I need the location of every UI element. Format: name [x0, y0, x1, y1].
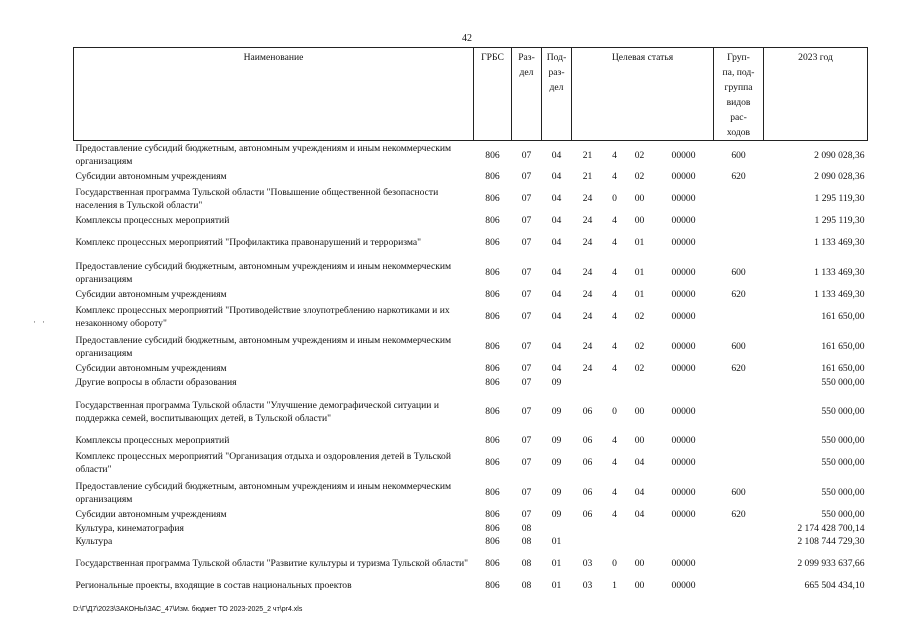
row-razdel: 08	[521, 522, 532, 534]
row-amount: 1 133 469,30	[814, 267, 865, 279]
row-target-event	[626, 377, 654, 391]
row-expense-group	[714, 229, 764, 259]
row-target-program: 03	[582, 558, 593, 570]
row-expense-group: 620	[731, 289, 746, 301]
row-razdel: 07	[521, 435, 532, 447]
row-razdel: 08	[521, 558, 532, 570]
row-amount: 1 295 119,30	[814, 215, 865, 227]
row-amount: 550 000,00	[821, 377, 865, 389]
row-amount: 550 000,00	[821, 435, 865, 447]
row-expense-group	[714, 377, 764, 391]
row-grbs: 806	[485, 580, 500, 592]
row-target-program: 21	[582, 171, 593, 183]
row-target-program: 06	[582, 487, 593, 499]
row-target-type	[604, 377, 626, 391]
table-row	[74, 363, 868, 377]
row-grbs: 806	[485, 311, 500, 323]
row-amount: 2 099 933 637,66	[797, 558, 865, 570]
row-amount: 1 295 119,30	[814, 193, 865, 205]
row-target-event: 02	[634, 171, 645, 183]
row-target-direction: 00000	[671, 267, 696, 279]
row-name: Культура, кинематография	[75, 522, 184, 534]
row-amount: 2 090 028,36	[814, 171, 865, 183]
row-podrazdel: 04	[551, 363, 562, 375]
row-grbs: 806	[485, 487, 500, 499]
row-razdel: 07	[521, 341, 532, 353]
row-target-program: 24	[582, 267, 593, 279]
row-name: Государственная программа Тульской области "Развитие культуры и туризма Тульской области"	[75, 558, 469, 570]
row-target-direction: 00000	[671, 487, 696, 499]
row-podrazdel: 04	[551, 171, 562, 183]
row-podrazdel: 04	[551, 341, 562, 353]
row-razdel: 07	[521, 267, 532, 279]
table-header-row	[74, 48, 868, 141]
row-amount: 550 000,00	[821, 457, 865, 469]
scan-specks: ··	[33, 317, 51, 327]
row-name: Субсидии автономным учреждениям	[75, 509, 227, 521]
row-target-direction: 00000	[671, 289, 696, 301]
row-name: Субсидии автономным учреждениям	[75, 289, 227, 301]
table-row	[74, 479, 868, 509]
table-row	[74, 523, 868, 536]
row-target-program: 06	[582, 435, 593, 447]
row-target-type: 4	[612, 509, 617, 521]
row-razdel: 07	[521, 406, 532, 418]
row-podrazdel: 09	[551, 435, 562, 447]
row-target-type: 4	[612, 215, 617, 227]
row-target-program: 24	[582, 237, 593, 249]
row-razdel: 07	[521, 487, 532, 499]
row-target-type: 4	[612, 171, 617, 183]
row-target-direction: 00000	[671, 406, 696, 418]
row-razdel: 07	[521, 457, 532, 469]
table-row	[74, 435, 868, 449]
table-row	[74, 215, 868, 229]
row-name: Другие вопросы в области образования	[75, 377, 237, 389]
row-razdel: 08	[521, 536, 532, 548]
row-target-direction: 00000	[671, 435, 696, 447]
row-name: Предоставление субсидий бюджетным, автономным учреждениям и иным некоммерческим организациям	[75, 335, 452, 359]
row-grbs: 806	[485, 289, 500, 301]
row-grbs: 806	[485, 558, 500, 570]
row-podrazdel: 04	[551, 149, 562, 161]
row-amount: 550 000,00	[821, 487, 865, 499]
table-row	[74, 141, 868, 171]
row-expense-group	[714, 580, 764, 594]
row-podrazdel: 09	[551, 377, 562, 389]
row-target-program: 24	[582, 215, 593, 227]
row-target-type: 4	[612, 311, 617, 323]
row-expense-group: 600	[731, 341, 746, 353]
row-target-event: 00	[634, 435, 645, 447]
row-name: Комплексы процессных мероприятий	[75, 435, 230, 447]
row-expense-group: 600	[731, 487, 746, 499]
row-target-program: 06	[582, 457, 593, 469]
row-target-event: 04	[634, 509, 645, 521]
row-expense-group	[714, 435, 764, 449]
row-target-direction	[654, 523, 714, 536]
row-podrazdel: 09	[551, 457, 562, 469]
row-target-direction: 00000	[671, 457, 696, 469]
row-grbs: 806	[485, 341, 500, 353]
row-target-event: 02	[634, 341, 645, 353]
row-amount: 665 504 434,10	[804, 580, 865, 592]
row-expense-group: 600	[731, 149, 746, 161]
table-row	[74, 509, 868, 523]
table-row	[74, 449, 868, 479]
row-expense-group	[714, 391, 764, 435]
row-amount: 1 133 469,30	[814, 289, 865, 301]
row-razdel: 07	[521, 171, 532, 183]
row-name: Предоставление субсидий бюджетным, автономным учреждениям и иным некоммерческим организациям	[75, 143, 452, 167]
row-name: Комплекс процессных мероприятий "Противодействие злоупотреблению наркотиками и их незаконному обороту"	[75, 305, 450, 329]
row-amount: 550 000,00	[821, 406, 865, 418]
table-row	[74, 259, 868, 289]
row-expense-group	[714, 550, 764, 580]
row-target-program: 24	[582, 363, 593, 375]
header-grbs: ГРБС	[474, 48, 512, 141]
row-expense-group	[714, 523, 764, 536]
table-row	[74, 185, 868, 215]
row-target-type: 4	[612, 341, 617, 353]
row-target-type: 4	[612, 457, 617, 469]
row-target-program: 24	[582, 311, 593, 323]
row-target-type: 4	[612, 487, 617, 499]
row-target-program	[572, 536, 604, 550]
row-name: Культура	[75, 536, 113, 548]
row-target-event: 01	[634, 289, 645, 301]
row-grbs: 806	[485, 406, 500, 418]
row-name: Комплекс процессных мероприятий "Организация отдыха и оздоровления детей в Тульской области"	[75, 451, 451, 475]
table-row	[74, 550, 868, 580]
row-amount: 161 650,00	[821, 341, 865, 353]
row-target-program: 21	[582, 149, 593, 161]
row-amount: 2 174 428 700,14	[797, 522, 865, 534]
row-podrazdel: 04	[551, 237, 562, 249]
header-podrazdel: Под- раз- дел	[542, 48, 572, 141]
row-expense-group: 620	[731, 509, 746, 521]
row-razdel: 07	[521, 215, 532, 227]
row-name: Субсидии автономным учреждениям	[75, 171, 227, 183]
row-grbs: 806	[485, 193, 500, 205]
row-name: Комплексы процессных мероприятий	[75, 215, 230, 227]
row-name: Государственная программа Тульской области "Повышение общественной безопасности населения в Тульской области"	[75, 187, 439, 211]
row-expense-group: 620	[731, 171, 746, 183]
row-razdel: 07	[521, 193, 532, 205]
row-target-program	[572, 523, 604, 536]
row-name: Комплекс процессных мероприятий "Профилактика правонарушений и терроризма"	[75, 237, 422, 249]
row-target-direction: 00000	[671, 215, 696, 227]
row-target-program	[572, 377, 604, 391]
row-target-program: 06	[582, 406, 593, 418]
row-target-type: 0	[612, 193, 617, 205]
row-target-type: 0	[612, 558, 617, 570]
table-row	[74, 303, 868, 333]
row-podrazdel: 04	[551, 289, 562, 301]
header-year: 2023 год	[764, 48, 868, 141]
row-target-event: 00	[634, 558, 645, 570]
page-number: 42	[462, 33, 472, 44]
row-podrazdel: 09	[551, 487, 562, 499]
row-razdel: 07	[521, 363, 532, 375]
row-target-direction	[654, 536, 714, 550]
row-podrazdel: 04	[551, 193, 562, 205]
table-row	[74, 171, 868, 185]
row-grbs: 806	[485, 435, 500, 447]
row-target-event: 00	[634, 406, 645, 418]
row-target-type: 4	[612, 149, 617, 161]
row-target-direction: 00000	[671, 580, 696, 592]
row-target-direction: 00000	[671, 193, 696, 205]
row-razdel: 07	[521, 509, 532, 521]
row-grbs: 806	[485, 267, 500, 279]
table-row	[74, 289, 868, 303]
row-amount: 550 000,00	[821, 509, 865, 521]
row-target-program: 24	[582, 341, 593, 353]
row-podrazdel: 04	[551, 215, 562, 227]
row-target-direction: 00000	[671, 509, 696, 521]
row-target-type: 4	[612, 267, 617, 279]
row-target-direction	[654, 377, 714, 391]
row-grbs: 806	[485, 171, 500, 183]
table-row	[74, 536, 868, 550]
header-razdel: Раз- дел	[512, 48, 542, 141]
row-podrazdel: 01	[551, 558, 562, 570]
row-target-event: 00	[634, 193, 645, 205]
row-podrazdel: 01	[551, 536, 562, 548]
row-name: Субсидии автономным учреждениям	[75, 363, 227, 375]
row-target-program: 24	[582, 193, 593, 205]
table-body	[74, 141, 868, 594]
table-row	[74, 333, 868, 363]
row-target-type: 1	[612, 580, 617, 592]
table-row	[74, 391, 868, 435]
row-expense-group	[714, 449, 764, 479]
row-amount: 2 090 028,36	[814, 149, 865, 161]
row-podrazdel	[542, 523, 572, 536]
row-target-type	[604, 536, 626, 550]
row-expense-group	[714, 185, 764, 215]
row-grbs: 806	[485, 509, 500, 521]
row-target-event: 02	[634, 149, 645, 161]
row-expense-group	[714, 215, 764, 229]
row-target-event: 01	[634, 267, 645, 279]
row-name: Предоставление субсидий бюджетным, автономным учреждениям и иным некоммерческим организациям	[75, 481, 452, 505]
row-target-type: 4	[612, 237, 617, 249]
row-amount: 1 133 469,30	[814, 237, 865, 249]
header-group: Груп- па, под- группа видов рас- ходов	[714, 48, 764, 141]
header-name: Наименование	[74, 48, 474, 141]
row-target-type: 0	[612, 406, 617, 418]
row-target-event: 02	[634, 363, 645, 375]
row-target-event: 01	[634, 237, 645, 249]
row-grbs: 806	[485, 363, 500, 375]
row-podrazdel: 04	[551, 311, 562, 323]
row-expense-group: 600	[731, 267, 746, 279]
row-name: Государственная программа Тульской области "Улучшение демографической ситуации и поддержка семей, воспитывающих детей, в Тульской области"	[75, 400, 439, 424]
row-grbs: 806	[485, 377, 500, 389]
row-target-type	[604, 523, 626, 536]
row-target-event: 02	[634, 311, 645, 323]
row-target-event: 04	[634, 457, 645, 469]
row-razdel: 07	[521, 149, 532, 161]
row-grbs: 806	[485, 149, 500, 161]
row-razdel: 07	[521, 377, 532, 389]
row-target-direction: 00000	[671, 311, 696, 323]
row-target-event: 00	[634, 215, 645, 227]
row-target-program: 06	[582, 509, 593, 521]
row-expense-group: 620	[731, 363, 746, 375]
row-razdel: 08	[521, 580, 532, 592]
table-row	[74, 580, 868, 594]
row-razdel: 07	[521, 237, 532, 249]
row-target-program: 03	[582, 580, 593, 592]
row-target-type: 4	[612, 363, 617, 375]
budget-table	[73, 47, 868, 594]
row-podrazdel: 04	[551, 267, 562, 279]
table-row	[74, 377, 868, 391]
row-target-type: 4	[612, 435, 617, 447]
row-target-event	[626, 523, 654, 536]
row-amount: 2 108 744 729,30	[797, 536, 865, 548]
row-expense-group	[714, 303, 764, 333]
header-target: Целевая статья	[572, 48, 714, 141]
row-target-event: 00	[634, 580, 645, 592]
row-razdel: 07	[521, 311, 532, 323]
row-target-type: 4	[612, 289, 617, 301]
row-grbs: 806	[485, 215, 500, 227]
row-amount: 161 650,00	[821, 363, 865, 375]
row-grbs: 806	[485, 522, 500, 534]
row-razdel: 07	[521, 289, 532, 301]
row-expense-group	[714, 536, 764, 550]
row-grbs: 806	[485, 536, 500, 548]
row-podrazdel: 01	[551, 580, 562, 592]
row-grbs: 806	[485, 237, 500, 249]
row-target-program: 24	[582, 289, 593, 301]
row-target-event	[626, 536, 654, 550]
table-row	[74, 229, 868, 259]
row-target-event: 04	[634, 487, 645, 499]
row-amount: 161 650,00	[821, 311, 865, 323]
row-target-direction: 00000	[671, 341, 696, 353]
row-podrazdel: 09	[551, 509, 562, 521]
row-target-direction: 00000	[671, 149, 696, 161]
row-target-direction: 00000	[671, 171, 696, 183]
row-target-direction: 00000	[671, 558, 696, 570]
row-target-direction: 00000	[671, 363, 696, 375]
row-name: Предоставление субсидий бюджетным, автономным учреждениям и иным некоммерческим организациям	[75, 261, 452, 285]
row-podrazdel: 09	[551, 406, 562, 418]
row-name: Региональные проекты, входящие в состав национальных проектов	[75, 580, 352, 592]
footer-path: D:\Г\Д7\2023\ЗАКОНЫ\ЗАС_47\Изм. бюджет ТО 2023-2025_2 чт\pr4.xls	[73, 606, 303, 613]
row-target-direction: 00000	[671, 237, 696, 249]
row-grbs: 806	[485, 457, 500, 469]
